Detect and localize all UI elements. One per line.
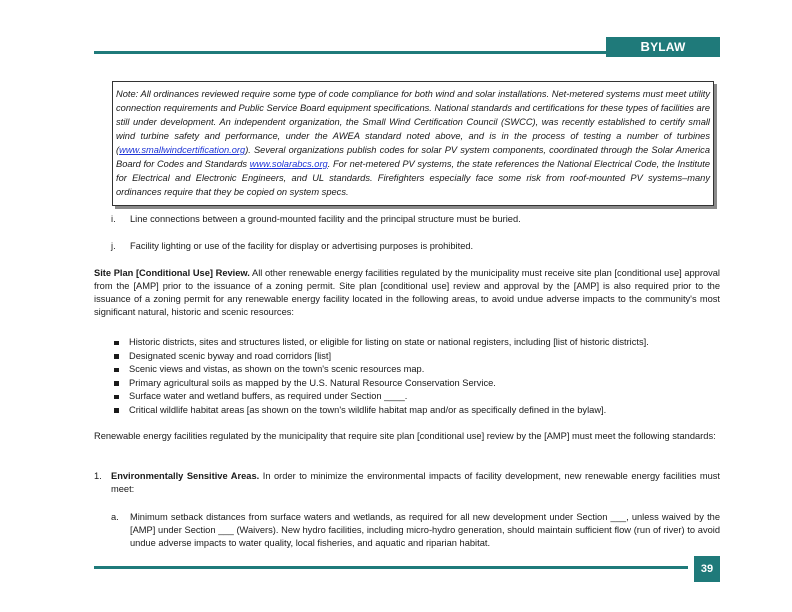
list-item-j: j. Facility lighting or use of the facility for display or advertising purposes is prohibited. [111,241,474,251]
note-text: . For net-metered PV systems, the state references the National Electrical Code, the Institute for Electrical and Electronic Engineers, and UL standards. Firefighters especially face some risk from roof-mounted PV systems–many ordinances require that they be copied on system specs. [116,159,710,197]
bullet-icon [114,368,119,373]
note-text: Note: All ordinances reviewed require some type of code compliance for both wind and solar installations. Net-metered systems must meet utility connection requirements and Public Service Board equipment specifications. National standards and certifications for these types of facilities are still under development. An independent organization, the Small Wind Certification Council (SWCC), was recently established to certify small wind turbine safety and performance, under the AWEA standard noted above, and is in the process of testing a number of turbines ( [116,89,710,155]
bullet-icon [114,395,119,400]
footer-rule [94,566,688,569]
list-item: Surface water and wetland buffers, as required under Section ____. [112,390,720,404]
smallwind-link[interactable]: www.smallwindcertification.org [119,145,246,155]
solarabcs-link[interactable]: www.solarabcs.org [249,159,328,169]
numbered-item: 1. Environmentally Sensitive Areas. In order to minimize the environmental impacts of facility development, new renewable energy facilities must meet: [94,471,720,494]
bullet-icon [114,341,119,346]
resource-areas-list [112,336,720,418]
note-box [112,81,714,206]
list-item: Designated scenic byway and road corridors [list] [112,350,720,364]
site-plan-heading: Site Plan [Conditional Use] Review. [94,268,250,278]
header-rule [94,51,606,54]
list-item: Historic districts, sites and structures listed, or eligible for listing on state or national registers, including [list of historic districts]. [112,336,720,350]
bullet-icon [114,408,119,413]
numbered-item-heading: Environmentally Sensitive Areas. [111,471,260,481]
site-plan-paragraph: Site Plan [Conditional Use] Review. All other renewable energy facilities regulated by the municipality must receive site plan [conditional use] approval from the [AMP] prior to the issuance of a zoning permit. Site plan [conditional use] review and approval by the [AMP] is also required prior to the issuance of a zoning permit for any renewable energy facility located in the following areas, to avoid undue adverse impacts to the community's most significant natural, historic and scenic resources: [94,268,720,317]
bullet-icon [114,354,119,359]
list-item-i: i. Line connections between a ground-mounted facility and the principal structure must be buried. [111,214,521,224]
list-item: Primary agricultural soils as mapped by the U.S. Natural Resource Conservation Service. [112,377,720,391]
list-item: Critical wildlife habitat areas [as shown on the town's wildlife habitat map and/or as specifically defined in the bylaw]. [112,404,720,418]
sub-item: a. Minimum setback distances from surface waters and wetlands, as required for all new development under Section ___, unless waived by the [AMP] under Section ___ (Waivers). New hydro facilities, including micro-hydro generation, should maintain sufficient flow (run of river) to avoid undue adverse impacts to water quality, local fisheries, and aquatic and riparian habitat. [111,512,720,548]
note-text: ). Several organizations publish codes for solar PV system components, coordinated through the Solar America Board for Codes and Standards [116,145,710,169]
bullet-icon [114,381,119,386]
standards-intro: Renewable energy facilities regulated by the municipality that require site plan [conditional use] review by the [AMP] must meet the following standards: [94,431,716,441]
list-item: Scenic views and vistas, as shown on the town's scenic resources map. [112,363,720,377]
page-number: 39 [694,556,720,582]
section-header-tab: BYLAW STANDARDS [606,37,720,57]
